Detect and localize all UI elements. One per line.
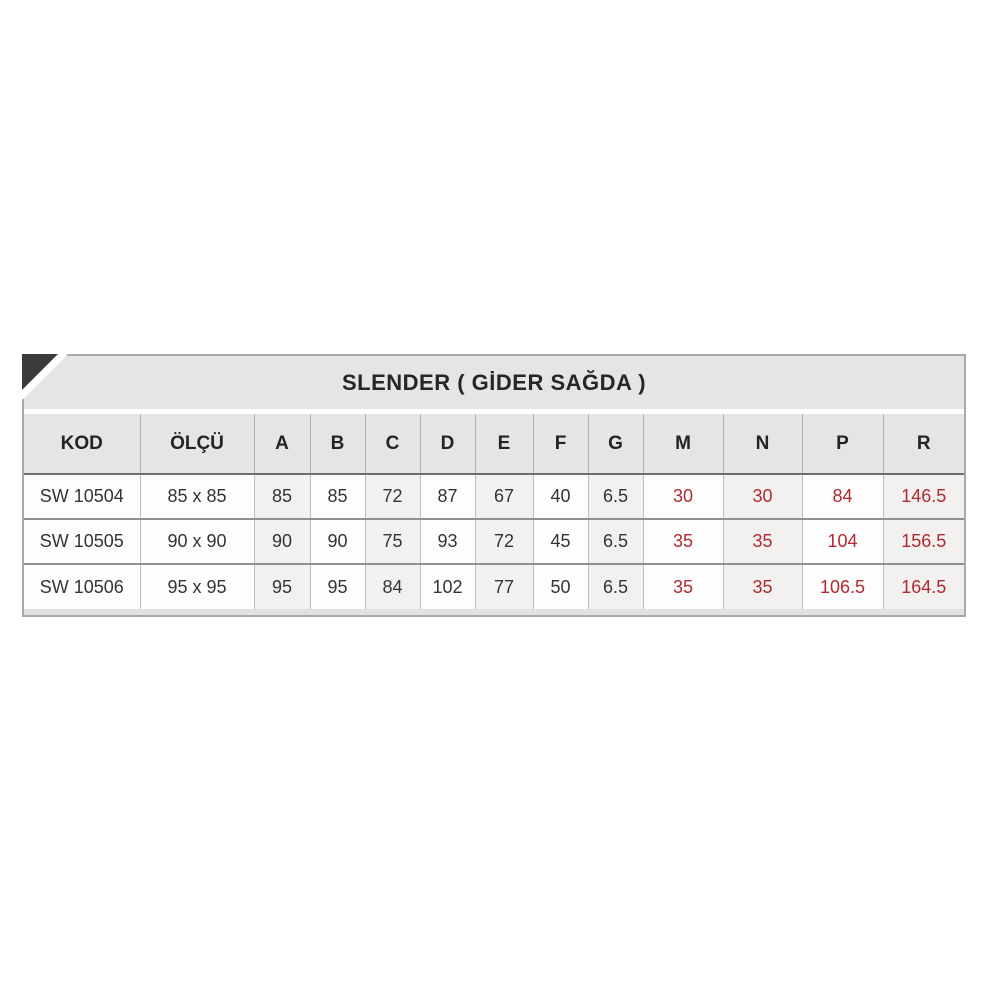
- cell-a: 85: [254, 474, 310, 519]
- spec-table-frame: [22, 354, 966, 617]
- cell-e: 77: [475, 564, 533, 609]
- table-row: [24, 474, 964, 519]
- col-header-d: D: [420, 414, 475, 474]
- col-header-b: B: [310, 414, 365, 474]
- cell-d: 87: [420, 474, 475, 519]
- col-header-e: E: [475, 414, 533, 474]
- cell-olcu: 90 x 90: [140, 519, 254, 564]
- cell-f: 50: [533, 564, 588, 609]
- col-header-n: N: [723, 414, 802, 474]
- table-title-bar: [24, 356, 964, 414]
- cell-c: 72: [365, 474, 420, 519]
- cell-r: 164.5: [883, 564, 964, 609]
- col-header-r: R: [883, 414, 964, 474]
- table-row: [24, 564, 964, 609]
- cell-b: 90: [310, 519, 365, 564]
- col-header-p: P: [802, 414, 883, 474]
- cell-g: 6.5: [588, 564, 643, 609]
- cell-p: 106.5: [802, 564, 883, 609]
- col-header-m: M: [643, 414, 723, 474]
- cell-b: 85: [310, 474, 365, 519]
- cell-r: 146.5: [883, 474, 964, 519]
- cell-c: 84: [365, 564, 420, 609]
- cell-kod: SW 10504: [24, 474, 140, 519]
- cell-d: 93: [420, 519, 475, 564]
- table-title: SLENDER ( GİDER SAĞDA ): [341, 369, 647, 395]
- col-header-kod: KOD: [24, 414, 140, 474]
- cell-n: 35: [723, 564, 802, 609]
- col-header-a: A: [254, 414, 310, 474]
- cell-olcu: 85 x 85: [140, 474, 254, 519]
- cell-kod: SW 10506: [24, 564, 140, 609]
- cell-e: 72: [475, 519, 533, 564]
- cell-f: 45: [533, 519, 588, 564]
- cell-p: 104: [802, 519, 883, 564]
- cell-a: 90: [254, 519, 310, 564]
- cell-g: 6.5: [588, 519, 643, 564]
- cell-f: 40: [533, 474, 588, 519]
- cell-kod: SW 10505: [24, 519, 140, 564]
- cell-r: 156.5: [883, 519, 964, 564]
- col-header-g: G: [588, 414, 643, 474]
- table-bottom-strip: [24, 609, 964, 615]
- cell-d: 102: [420, 564, 475, 609]
- cell-n: 30: [723, 474, 802, 519]
- cell-g: 6.5: [588, 474, 643, 519]
- cell-n: 35: [723, 519, 802, 564]
- cell-c: 75: [365, 519, 420, 564]
- cell-p: 84: [802, 474, 883, 519]
- col-header-c: C: [365, 414, 420, 474]
- cell-m: 35: [643, 519, 723, 564]
- cell-m: 30: [643, 474, 723, 519]
- cell-m: 35: [643, 564, 723, 609]
- cell-a: 95: [254, 564, 310, 609]
- col-header-olcu: ÖLÇÜ: [140, 414, 254, 474]
- header-row: [24, 414, 964, 474]
- cell-b: 95: [310, 564, 365, 609]
- table-row: [24, 519, 964, 564]
- col-header-f: F: [533, 414, 588, 474]
- spec-table: [24, 414, 964, 609]
- folded-corner-icon: [22, 354, 58, 390]
- cell-e: 67: [475, 474, 533, 519]
- cell-olcu: 95 x 95: [140, 564, 254, 609]
